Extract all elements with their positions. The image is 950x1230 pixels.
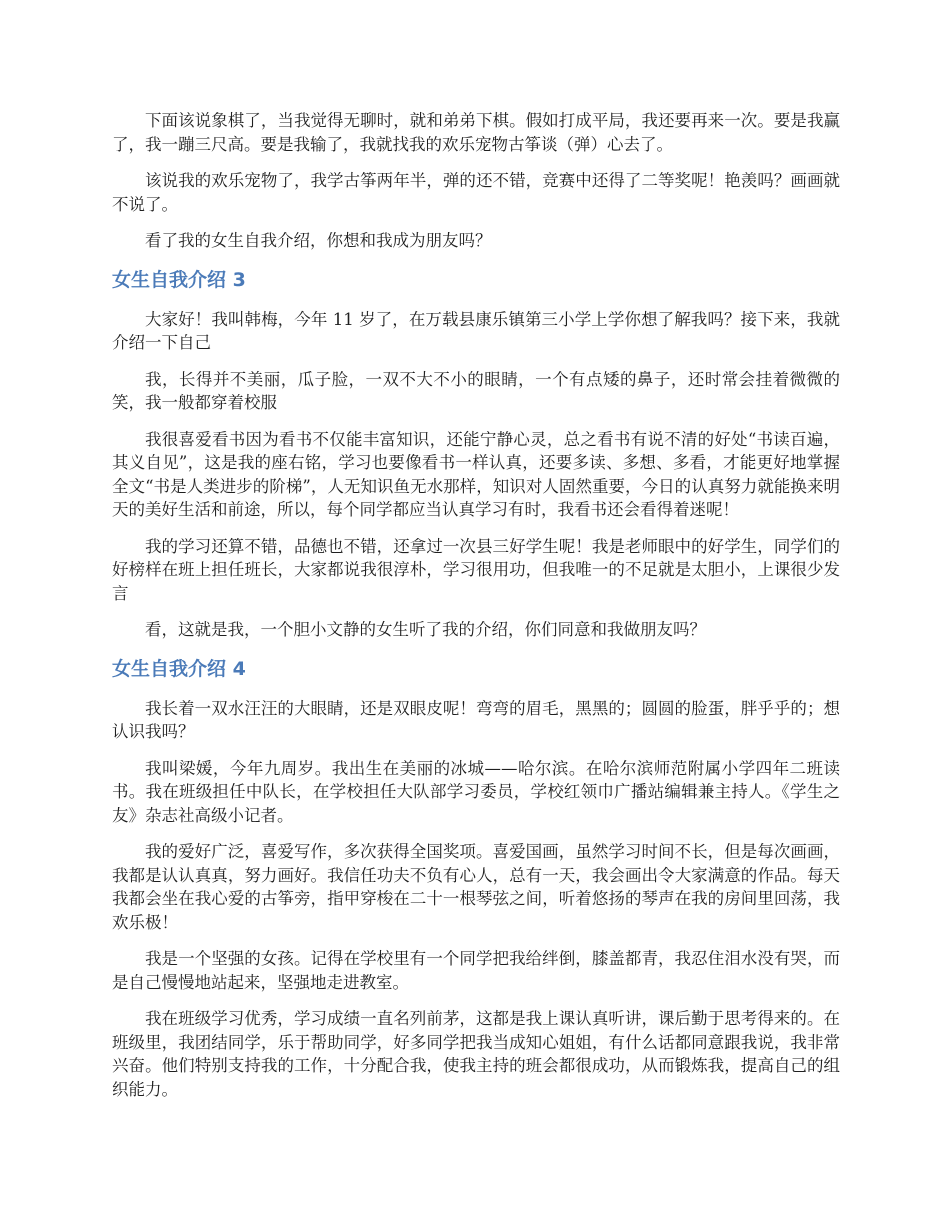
paragraph-closing-2: 看了我的女生自我介绍，你想和我成为朋友吗？ xyxy=(145,231,492,250)
paragraph-intro-3: 大家好！我叫韩梅，今年 11 岁了，在万载县康乐镇第三小学上学你想了解我吗？接下来，我就介绍一下自己 xyxy=(112,309,840,352)
paragraph-closing-3: 看，这就是我，一个胆小文静的女生听了我的介绍，你们同意和我做朋友吗？ xyxy=(145,620,706,639)
section-heading-4: 女生自我介绍 4 xyxy=(112,657,246,680)
paragraph-study-4: 我在班级学习优秀，学习成绩一直名列前茅，这都是我上课认真听讲，课后勤于思考得来的。在班级里，我团结同学，乐于帮助同学，好多同学把我当成知心姐姐，有什么话都同意跟我说，我非常兴奋。他们特别支持我的工作，十分配合我，使我主持的班会都很成功，从而锻炼我，提高自己的组织能力。 xyxy=(112,1009,840,1099)
paragraph-reading-3: 我很喜爱看书因为看书不仅能丰富知识，还能宁静心灵，总之看书有说不清的好处“书读百遍，其义自见”，这是我的座右铭，学习也要像看书一样认真，还要多读、多想、多看，才能更好地掌握全文“书是人类进步的阶梯”，人无知识鱼无水那样，知识对人固然重要，今日的认真努力就能换来明天的美好生活和前途，所以，每个同学都应当认真学习有时，我看书还会看得着迷呢！ xyxy=(112,429,840,519)
paragraph-study-3: 我的学习还算不错，品德也不错，还拿过一次县三好学生呢！我是老师眼中的好学生，同学们的好榜样在班上担任班长，大家都说我很淳朴，学习很用功，但我唯一的不足就是太胆小，上课很少发言 xyxy=(112,536,840,603)
paragraph-chess: 下面该说象棋了，当我觉得无聊时，就和弟弟下棋。假如打成平局，我还要再来一次。要是我赢了，我一蹦三尺高。要是我输了，我就找我的欢乐宠物古筝谈（弹）心去了。 xyxy=(112,111,840,154)
paragraph-guzheng: 该说我的欢乐宠物了，我学古筝两年半，弹的还不错，竞赛中还得了二等奖呢！艳羡吗？画画就不说了。 xyxy=(112,171,840,214)
section-heading-3: 女生自我介绍 3 xyxy=(112,268,246,291)
paragraph-appearance-4: 我长着一双水汪汪的大眼睛，还是双眼皮呢！弯弯的眉毛，黑黑的；圆圆的脸蛋，胖乎乎的；想认识我吗？ xyxy=(112,698,840,741)
document-body xyxy=(112,109,840,1114)
paragraph-strong-4: 我是一个坚强的女孩。记得在学校里有一个同学把我给绊倒，膝盖都青，我忍住泪水没有哭，而是自己慢慢地站起来，坚强地走进教室。 xyxy=(112,949,840,992)
paragraph-intro-4: 我叫梁媛，今年九周岁。我出生在美丽的冰城——哈尔滨。在哈尔滨师范附属小学四年二班读书。我在班级担任中队长，在学校担任大队部学习委员，学校红领巾广播站编辑兼主持人。《学生之友》杂志社高级小记者。 xyxy=(112,758,840,825)
paragraph-appearance-3: 我，长得并不美丽，瓜子脸，一双不大不小的眼睛，一个有点矮的鼻子，还时常会挂着微微的笑，我一般都穿着校服 xyxy=(112,369,840,412)
paragraph-hobbies-4: 我的爱好广泛，喜爱写作，多次获得全国奖项。喜爱国画，虽然学习时间不长，但是每次画画，我都是认认真真，努力画好。我信任功夫不负有心人，总有一天，我会画出令大家满意的作品。每天我都会坐在我心爱的古筝旁，指甲穿梭在二十一根琴弦之间，听着悠扬的琴声在我的房间里回荡，我欢乐极！ xyxy=(112,842,840,932)
